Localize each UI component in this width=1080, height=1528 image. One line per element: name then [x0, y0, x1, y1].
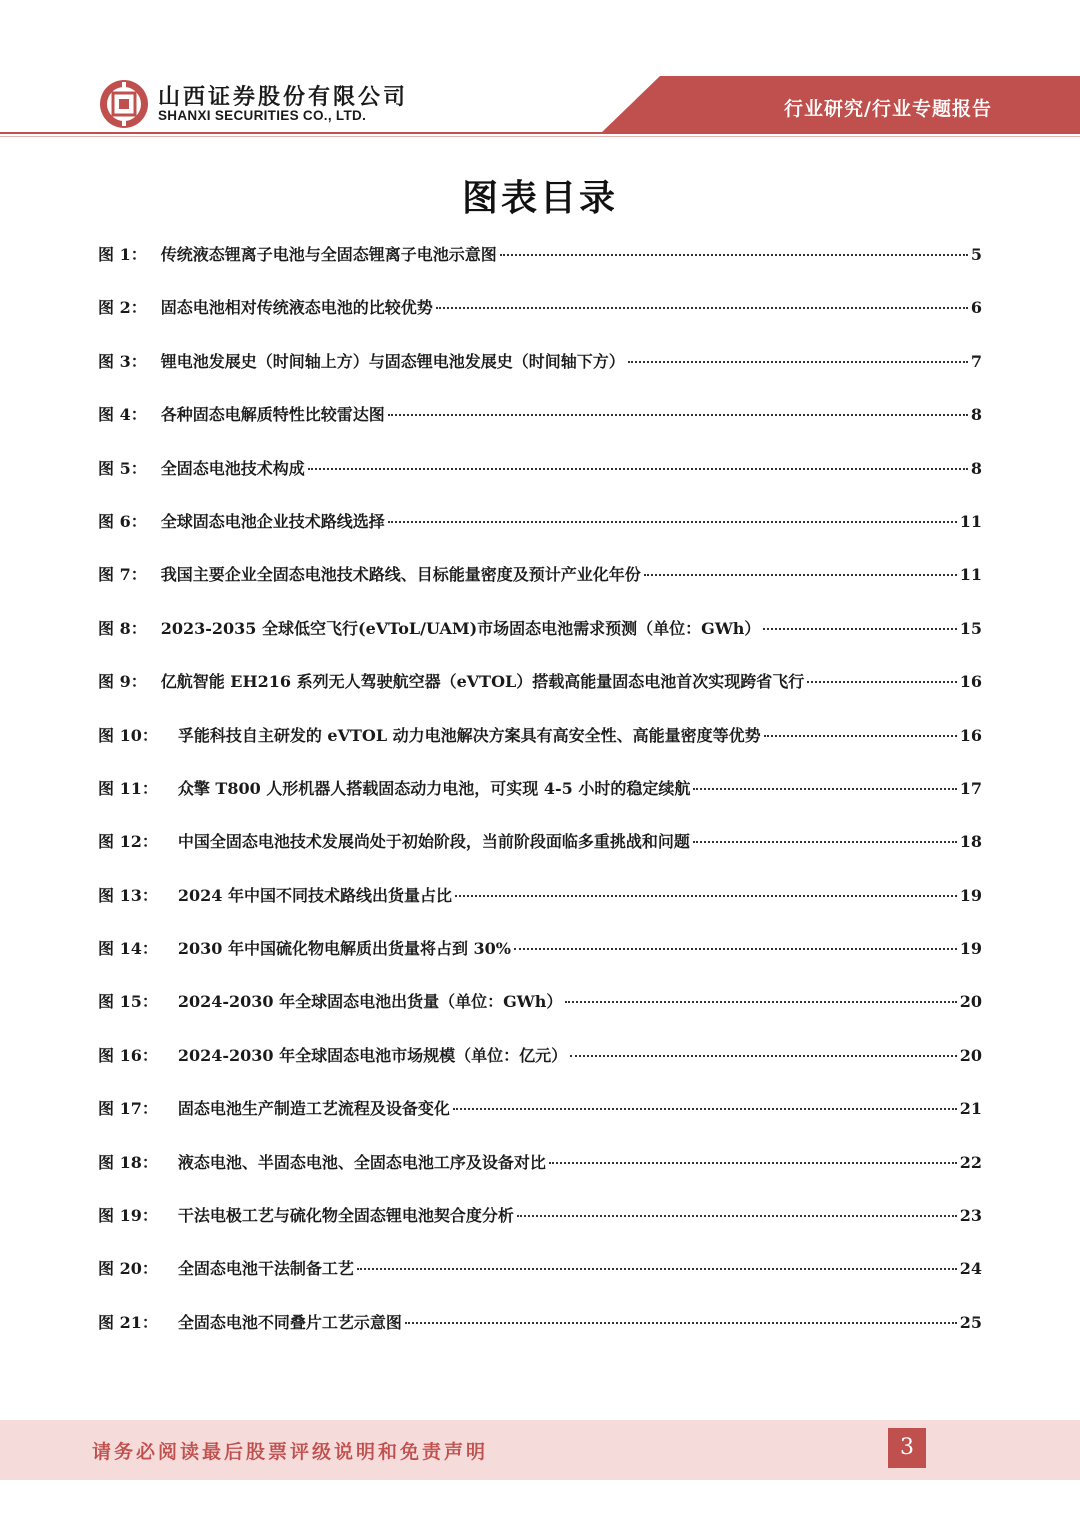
toc-entry-label: 图 11：: [98, 778, 158, 798]
toc-leader-dots: [455, 895, 957, 897]
toc-entry-title: 干法电极工艺与硫化物全固态锂电池契合度分析: [177, 1206, 514, 1226]
toc-entry-title: 锂电池发展史（时间轴上方）与固态锂电池发展史（时间轴下方）: [160, 351, 625, 371]
toc-leader-dots: [436, 307, 968, 309]
toc-entry-label: 图 7：: [98, 565, 147, 585]
toc-entry-page: 6: [970, 298, 982, 318]
page-number: 3: [888, 1428, 926, 1468]
toc-entry-label: 图 13：: [98, 885, 158, 905]
toc-entry-title: 全球固态电池企业技术路线选择: [160, 511, 385, 531]
toc-entry[interactable]: [98, 1310, 982, 1363]
toc-leader-dots: [517, 1215, 957, 1217]
toc-entry-label: 图 2：: [98, 298, 147, 318]
toc-entry[interactable]: [98, 883, 982, 936]
toc-leader-dots: [565, 1001, 956, 1003]
toc-entry-label: 图 1：: [98, 245, 147, 264]
toc-entry[interactable]: [98, 1256, 982, 1309]
toc-entry[interactable]: [98, 829, 982, 882]
toc-leader-dots: [763, 628, 956, 630]
toc-entry-page: 20: [959, 992, 982, 1012]
toc-leader-dots: [570, 1055, 957, 1057]
toc-entry[interactable]: [98, 242, 982, 295]
header-divider-thin: [0, 136, 1080, 137]
toc-leader-dots: [693, 788, 956, 790]
toc-entry-label: 图 3：: [98, 351, 147, 371]
toc-entry-page: 17: [959, 778, 982, 798]
toc-entry-page: 7: [970, 351, 982, 371]
toc-entry-label: 图 15：: [98, 992, 158, 1012]
toc-entry-label: 图 21：: [98, 1312, 158, 1332]
toc-entry-page: 22: [959, 1152, 982, 1172]
toc-entry-label: 图 4：: [98, 405, 147, 425]
toc-entry-label: 图 12：: [98, 832, 158, 852]
toc-entry-label: 图 10：: [98, 725, 158, 745]
toc-entry-title: 全固态电池干法制备工艺: [177, 1259, 354, 1279]
toc-leader-dots: [388, 521, 957, 523]
toc-entry-label: 图 9：: [98, 672, 147, 692]
toc-entry-page: 11: [959, 511, 982, 531]
toc-entry-label: 图 6：: [98, 511, 147, 531]
toc-entry-page: 19: [959, 939, 982, 959]
toc-entry-page: 15: [959, 618, 982, 638]
page-header: [0, 0, 1080, 150]
toc-entry-label: 图 20：: [98, 1259, 158, 1279]
toc-entry[interactable]: [98, 509, 982, 562]
toc-entry[interactable]: [98, 402, 982, 455]
company-name-en: SHANXI SECURITIES CO., LTD.: [158, 108, 367, 123]
toc-leader-dots: [453, 1108, 957, 1110]
toc-leader-dots: [514, 948, 957, 950]
toc-entry-title: 2030 年中国硫化物电解质出货量将占到 30%: [177, 939, 511, 959]
toc-leader-dots: [807, 681, 956, 683]
toc-entry[interactable]: [98, 936, 982, 989]
toc-entry[interactable]: [98, 349, 982, 402]
toc-entry-title: 我国主要企业全固态电池技术路线、目标能量密度及预计产业化年份: [160, 565, 641, 585]
page-title: 图表目录: [461, 178, 618, 219]
toc-entry-title: 固态电池生产制造工艺流程及设备变化: [177, 1099, 450, 1119]
toc-entry-title: 众擎 T800 人形机器人搭载固态动力电池，可实现 4-5 小时的稳定续航: [177, 778, 691, 798]
toc-leader-dots: [357, 1268, 957, 1270]
toc-leader-dots: [693, 841, 957, 843]
toc-entry[interactable]: [98, 1203, 982, 1256]
toc-entry-page: 16: [959, 725, 982, 745]
report-category: 行业研究/行业专题报告: [784, 98, 992, 120]
toc-entry[interactable]: [98, 723, 982, 776]
toc-entry-label: 图 8：: [98, 618, 147, 638]
toc-leader-dots: [628, 361, 968, 363]
toc-entry-page: 18: [959, 832, 982, 852]
toc-entry-title: 中国全固态电池技术发展尚处于初始阶段，当前阶段面临多重挑战和问题: [177, 832, 690, 852]
toc-entry[interactable]: [98, 1150, 982, 1203]
toc-entry-title: 亿航智能 EH216 系列无人驾驶航空器（eVTOL）搭载高能量固态电池首次实现跨省飞行: [160, 672, 805, 692]
toc-entry[interactable]: [98, 616, 982, 669]
toc-entry-page: 5: [970, 245, 982, 264]
toc-leader-dots: [405, 1322, 957, 1324]
disclaimer-notice: 请务必阅读最后股票评级说明和免责声明: [92, 1441, 489, 1463]
toc-entry-label: 图 17：: [98, 1099, 158, 1119]
toc-entry-label: 图 14：: [98, 939, 158, 959]
toc-entry-title: 固态电池相对传统液态电池的比较优势: [160, 298, 433, 318]
toc-entry-page: 16: [959, 672, 982, 692]
toc-entry-title: 2023-2035 全球低空飞行(eVToL/UAM)市场固态电池需求预测（单位：GWh）: [160, 618, 761, 638]
toc-entry[interactable]: [98, 669, 982, 722]
toc-entry-page: 25: [959, 1312, 982, 1332]
toc-leader-dots: [308, 468, 968, 470]
toc-entry[interactable]: [98, 456, 982, 509]
toc-entry-page: 8: [970, 405, 982, 425]
toc-entry[interactable]: [98, 562, 982, 615]
toc-entry-title: 液态电池、半固态电池、全固态电池工序及设备对比: [177, 1152, 546, 1172]
toc-entry-title: 各种固态电解质特性比较雷达图: [160, 405, 385, 425]
toc-entry-title: 2024-2030 年全球固态电池市场规模（单位：亿元）: [177, 1045, 568, 1065]
toc-entry-title: 2024 年中国不同技术路线出货量占比: [177, 885, 452, 905]
toc-entry-page: 24: [959, 1259, 982, 1279]
toc-entry[interactable]: [98, 1096, 982, 1149]
toc-entry-title: 孚能科技自主研发的 eVTOL 动力电池解决方案具有高安全性、高能量密度等优势: [177, 725, 761, 745]
header-divider: [0, 132, 1080, 134]
toc-entry-title: 传统液态锂离子电池与全固态锂离子电池示意图: [160, 245, 497, 264]
toc-entry-page: 11: [959, 565, 982, 585]
toc-entry-page: 8: [970, 458, 982, 478]
toc-entry[interactable]: [98, 295, 982, 348]
toc-entry-page: 21: [959, 1099, 982, 1119]
toc-leader-dots: [764, 735, 957, 737]
toc-entry-page: 20: [959, 1045, 982, 1065]
toc-entry[interactable]: [98, 776, 982, 829]
toc-entry[interactable]: [98, 1043, 982, 1096]
toc-leader-dots: [500, 254, 968, 256]
toc-entry-label: 图 5：: [98, 458, 147, 478]
toc-entry-label: 图 16：: [98, 1045, 158, 1065]
toc-leader-dots: [644, 574, 957, 576]
company-seal-logo-icon: [98, 78, 150, 130]
figure-list: [98, 242, 982, 1363]
toc-entry-title: 全固态电池不同叠片工艺示意图: [177, 1312, 402, 1332]
toc-entry[interactable]: [98, 989, 982, 1042]
toc-entry-label: 图 19：: [98, 1206, 158, 1226]
toc-entry-page: 19: [959, 885, 982, 905]
toc-entry-title: 2024-2030 年全球固态电池出货量（单位：GWh）: [177, 992, 563, 1012]
company-name-cn: 山西证券股份有限公司: [158, 85, 409, 110]
toc-entry-title: 全固态电池技术构成: [160, 458, 305, 478]
toc-entry-label: 图 18：: [98, 1152, 158, 1172]
toc-entry-page: 23: [959, 1206, 982, 1226]
toc-leader-dots: [388, 414, 968, 416]
toc-leader-dots: [549, 1162, 957, 1164]
